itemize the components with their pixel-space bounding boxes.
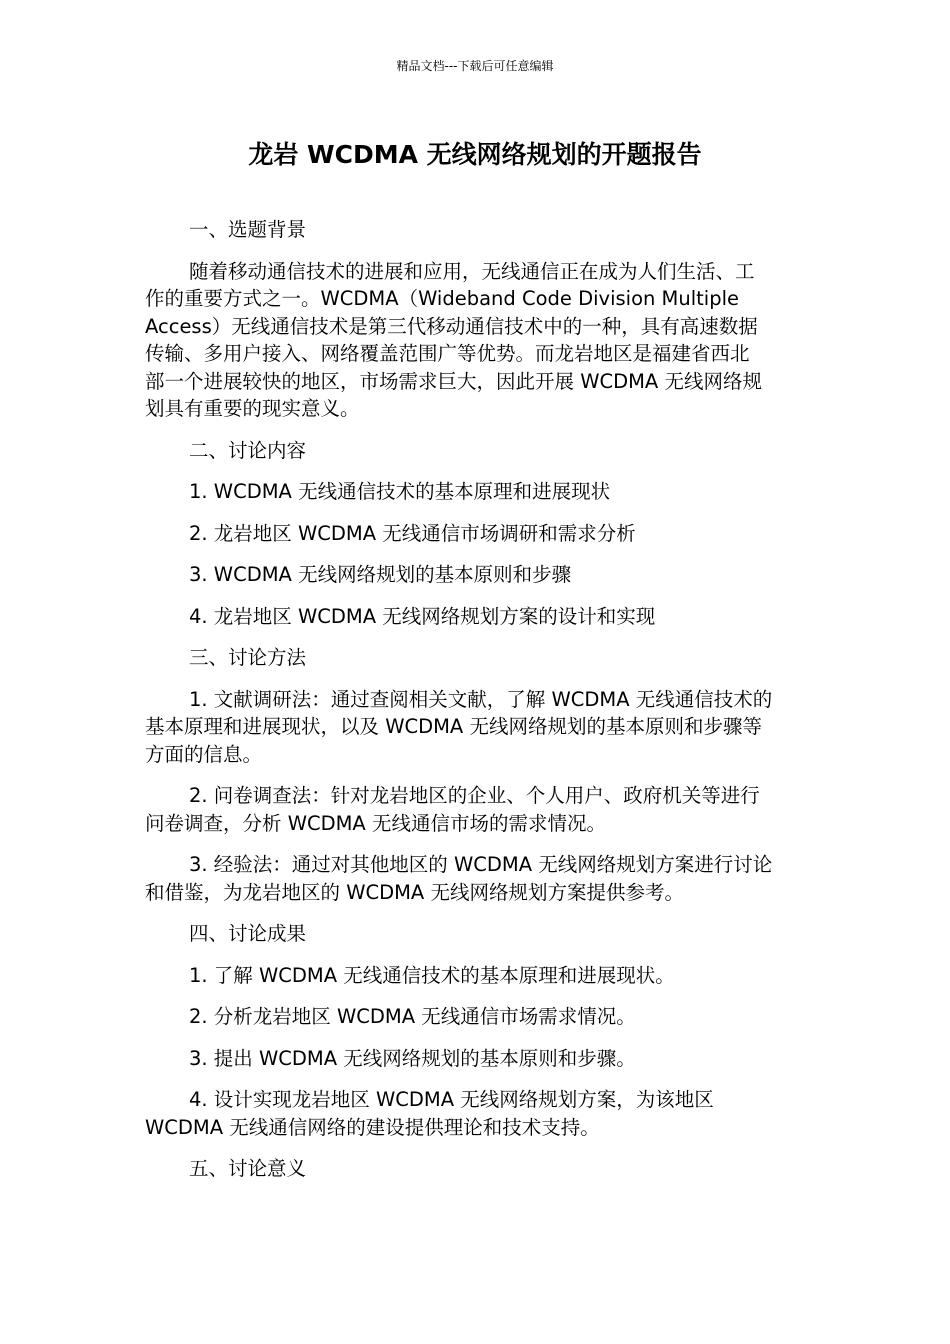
- result-item-4: 4. 设计实现龙岩地区 WCDMA 无线网络规划方案，为该地区 WCDMA 无线通信网络的建设提供理论和技术支持。: [145, 1088, 714, 1139]
- section-heading-significance: 五、讨论意义: [189, 1157, 307, 1180]
- method-item-2: 2. 问卷调查法：针对龙岩地区的企业、个人用户、政府机关等进行 问卷调查，分析 WCDMA 无线通信市场的需求情况。: [145, 784, 760, 835]
- section-heading-method: 三、讨论方法: [189, 646, 307, 669]
- result-item-3: 3. 提出 WCDMA 无线网络规划的基本原则和步骤。: [189, 1046, 636, 1070]
- document-body: [145, 216, 810, 1197]
- method-item-1: 1. 文献调研法：通过查阅相关文献，了解 WCDMA 无线通信技术的 基本原理和进展现状，以及 WCDMA 无线网络规划的基本原则和步骤等 方面的信息。: [145, 687, 773, 766]
- result-item-2: 2. 分析龙岩地区 WCDMA 无线通信市场需求情况。: [189, 1005, 636, 1028]
- section-heading-results: 四、讨论成果: [189, 922, 307, 945]
- result-item-1: 1. 了解 WCDMA 无线通信技术的基本原理和进展现状。: [189, 963, 675, 987]
- content-item-1: 1. WCDMA 无线通信技术的基本原理和进展现状: [189, 480, 611, 503]
- page-header: 精品文档---下载后可任意编辑: [396, 59, 554, 73]
- section-heading-content: 二、讨论内容: [189, 438, 307, 462]
- content-item-2: 2. 龙岩地区 WCDMA 无线通信市场调研和需求分析: [189, 521, 636, 545]
- paragraph-background: 随着移动通信技术的进展和应用，无线通信正在成为人们生活、工 作的重要方式之一。WCDMA（Wideband Code Division Multiple Access）无线通信技术是第三代移动通信技术中的一种，具有高速数据 传输、多用户接入、网络覆盖范围广等优势。而龙岩地区是福建省西北 部一个进展较快的地区，市场需求巨大，因此开展 WCDMA 无线网络规 划具有重要的现实意义。: [145, 259, 762, 420]
- document-title: 龙岩 WCDMA 无线网络规划的开题报告: [248, 140, 702, 169]
- section-heading-background: 一、选题背景: [189, 218, 307, 241]
- method-item-3: 3. 经验法：通过对其他地区的 WCDMA 无线网络规划方案进行讨论 和借鉴，为龙岩地区的 WCDMA 无线网络规划方案提供参考。: [145, 853, 773, 904]
- content-item-4: 4. 龙岩地区 WCDMA 无线网络规划方案的设计和实现: [189, 604, 656, 628]
- content-item-3: 3. WCDMA 无线网络规划的基本原则和步骤: [189, 563, 572, 586]
